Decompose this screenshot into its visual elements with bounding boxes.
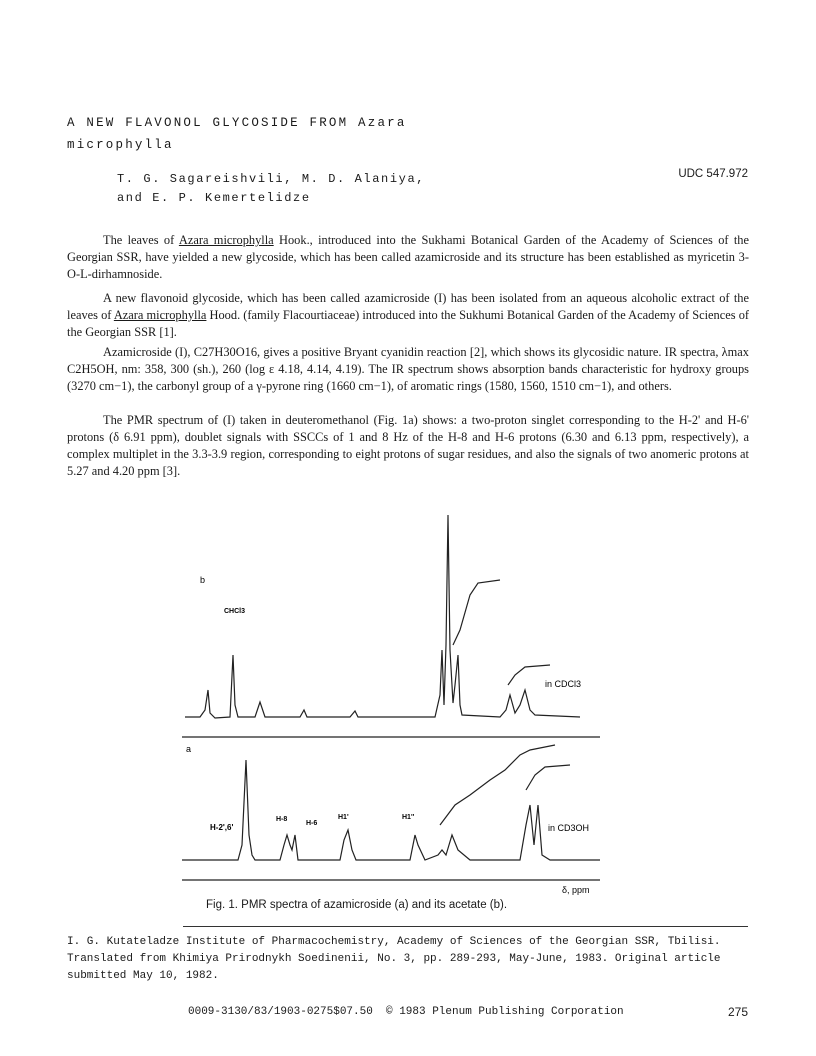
integral-b-1 <box>453 580 500 645</box>
integral-b-2 <box>508 665 550 685</box>
label-b: b <box>200 575 206 585</box>
article-title-line1: A NEW FLAVONOL GLYCOSIDE FROM Azara <box>67 116 407 130</box>
footnote-divider <box>183 926 748 927</box>
species-name: Azara microphylla <box>113 308 207 322</box>
peak-label-h1-double-prime: H1'' <box>402 814 415 821</box>
label-a: a <box>186 744 192 754</box>
article-code: 0009-3130/83/1903-0275$07.50 <box>188 1006 373 1018</box>
spectrum-b-trace <box>185 515 580 718</box>
footnote: I. G. Kutateladze Institute of Pharmacochemistry, Academy of Sciences of the Georgian SSR, Tbilisi. Translated from Khimiya Prirodnykh Soedinenii, No. 3, pp. 289-293, May-June, 1983. Original article submitted May 10, 1982. <box>67 936 721 982</box>
pmr-spectra-figure <box>170 505 630 897</box>
authors-line2: and E. P. Kemertelidze <box>117 191 311 205</box>
axis-unit-label: δ, ppm <box>562 885 590 895</box>
spectrum-a <box>182 745 600 880</box>
abstract-paragraph: The leaves of Azara microphylla Hook., introduced into the Sukhami Botanical Garden of the Academy of Sciences of the Georgian SSR, have yielded a new glycoside, which has been called azamicroside and its structure has been established as myricetin 3-O-L-dirhamnoside. <box>67 233 749 281</box>
spectrum-a-trace <box>182 760 600 860</box>
copyright: © 1983 Plenum Publishing Corporation <box>386 1006 624 1018</box>
peak-label-h8: H-8 <box>276 816 288 823</box>
figure-caption: Fig. 1. PMR spectra of azamicroside (a) and its acetate (b). <box>206 899 508 911</box>
page-number: 275 <box>727 1005 748 1019</box>
peak-label-chcl3: CHCl3 <box>224 608 246 615</box>
peak-label-h2-h6: H-2',6' <box>210 823 234 832</box>
body-paragraph-1: A new flavonoid glycoside, which has been called azamicroside (I) has been isolated from an aqueous alcoholic extract of the leaves of Azara microphylla Hood. (family Flacourtiaceae) introduced into the Sukhumi Botanical Garden of the Academy of Sciences of the Georgian SSR [1]. <box>67 291 750 339</box>
article-title-line2: microphylla <box>67 138 174 152</box>
abstract <box>67 232 749 283</box>
body-paragraph-3: The PMR spectrum of (I) taken in deuteromethanol (Fig. 1a) shows: a two-proton singlet corresponding to the H-2' and H-6' protons (δ 6.91 ppm), doublet signals with SSCCs of 1 and 8 Hz of the H-8 and H-6 protons (6.30 and 6.13 ppm, respectively), a complex multiplet in the 3.3-3.9 region, corresponding to eight protons of sugar residues, and also the signals of two anomeric protons at 5.27 and 4.20 ppm [3]. <box>67 413 749 478</box>
peak-label-h1-prime: H1' <box>338 814 349 821</box>
species-name: Azara microphylla <box>178 233 274 247</box>
body-paragraph-2: Azamicroside (I), C27H30O16, gives a positive Bryant cyanidin reaction [2], which shows its glycosidic nature. IR spectra, λmax C2H5OH, nm: 358, 300 (sh.), 260 (log ε 4.18, 4.14, 4.19). The IR spectrum shows absorption bands characteristic for hydroxy groups (3270 cm−1), the carbonyl group of a γ-pyrone ring (1660 cm−1), of aromatic rings (1580, 1560, 1510 cm−1), and others. <box>67 345 749 393</box>
solvent-label-b: in CDCl3 <box>545 679 582 689</box>
solvent-label-a: in CD3OH <box>548 823 590 833</box>
peak-label-h6: H-6 <box>306 820 318 827</box>
udc-code: UDC 547.972 <box>678 168 748 180</box>
authors-line1: T. G. Sagareishvili, M. D. Alaniya, <box>117 172 426 186</box>
integral-a-2 <box>526 765 570 790</box>
spectrum-b <box>182 515 600 737</box>
authors <box>117 170 425 208</box>
